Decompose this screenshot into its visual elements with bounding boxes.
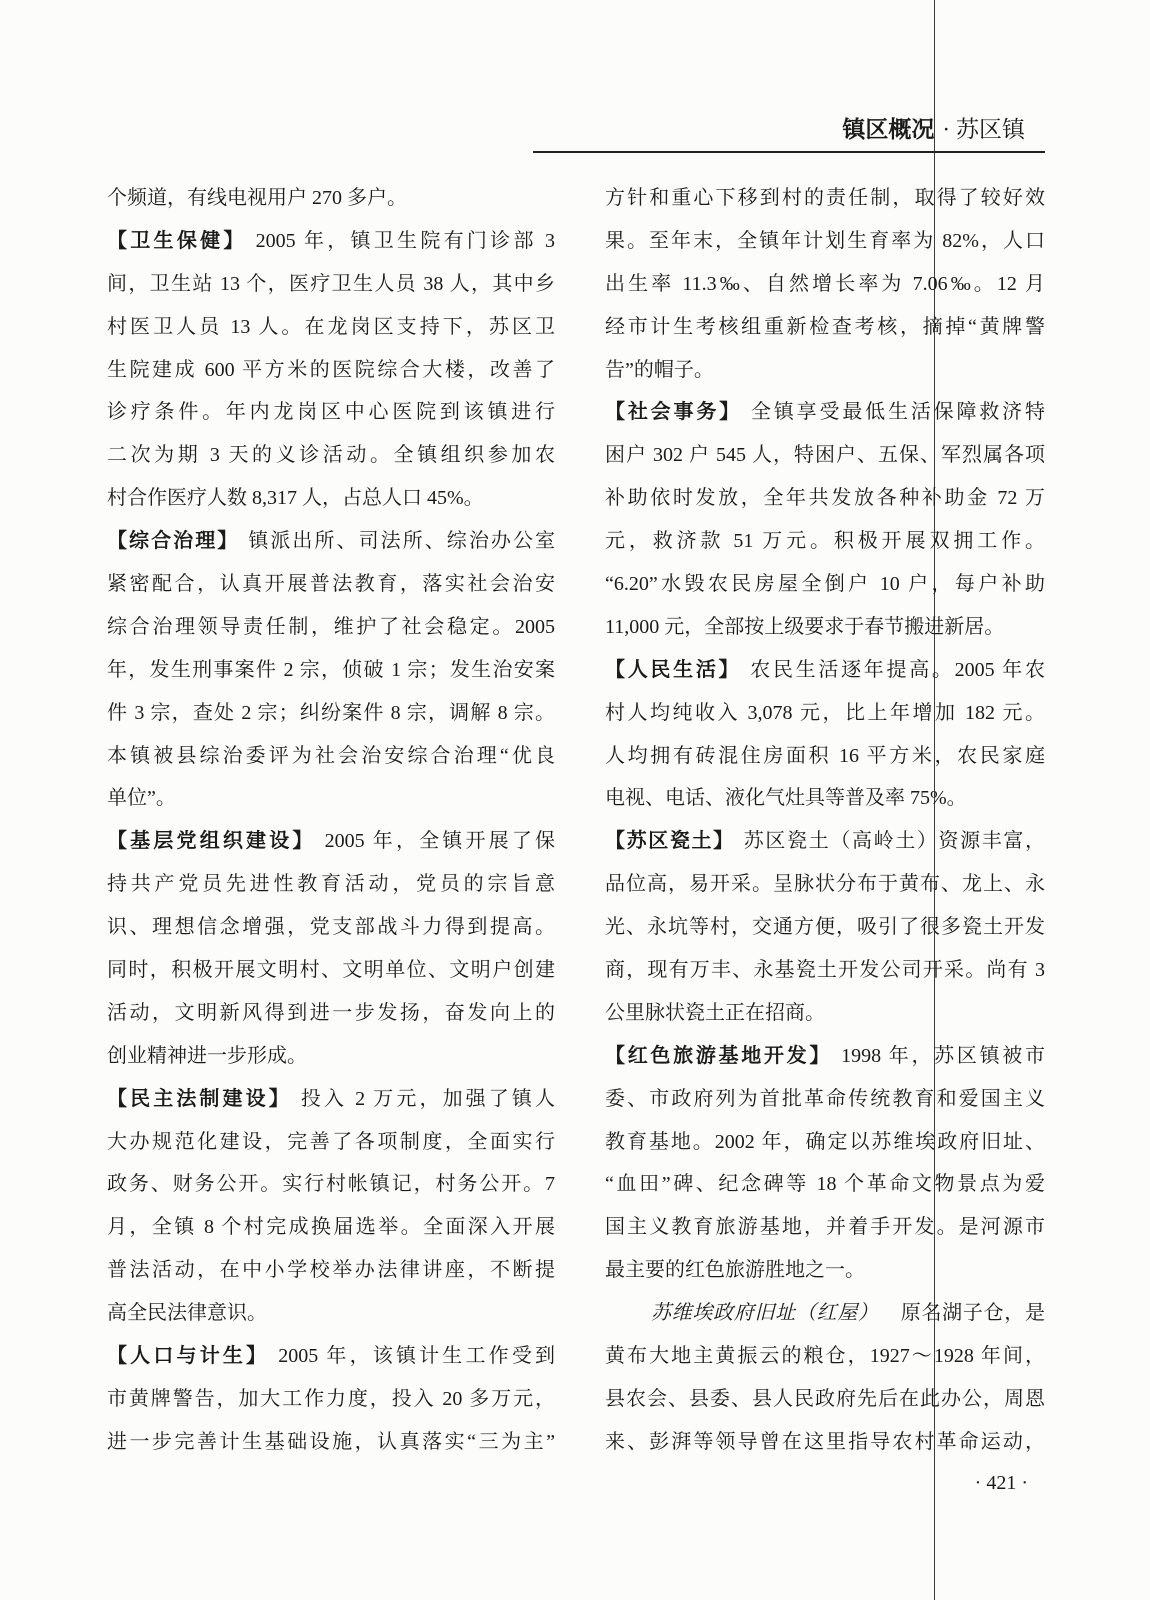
text-line: [605, 1249, 1045, 1292]
text-line: [605, 1121, 1045, 1164]
paragraph: [107, 220, 555, 520]
text-line: [107, 992, 555, 1035]
text-line: [605, 1078, 1045, 1121]
line-text: 原名湖子仓，是: [900, 1302, 1045, 1325]
line-text: 件 3 宗，查处 2 宗；纠纷案件 8 宗，调解 8 宗。: [107, 701, 555, 724]
entry-heading: 【基层党组织建设】: [107, 830, 316, 853]
paragraph: [605, 1035, 1045, 1292]
line-text: 生院建成 600 平方米的医院综合大楼，改善了: [107, 358, 555, 381]
text-line: [605, 1292, 1045, 1335]
text-line: [605, 306, 1045, 349]
text-line: [107, 1249, 555, 1292]
paragraph: [107, 820, 555, 1077]
text-line: [107, 906, 555, 949]
text-line: [605, 949, 1045, 992]
line-text: 月，全镇 8 个村完成换届选举。全面深入开展: [107, 1216, 555, 1239]
text-line: [605, 692, 1045, 735]
text-line: [107, 1206, 555, 1249]
line-text: 光、永坑等村，交通方便，吸引了很多瓷土开发: [605, 916, 1045, 939]
text-line: [107, 1078, 555, 1121]
header-separator: ·: [942, 117, 950, 142]
paragraph: [107, 1335, 555, 1464]
text-line: [107, 391, 555, 434]
text-line: [107, 1121, 555, 1164]
line-text: 单位”。: [107, 787, 176, 810]
paragraph: [107, 1078, 555, 1335]
line-text: 最主要的红色旅游胜地之一。: [605, 1259, 865, 1282]
text-line: [605, 349, 1045, 392]
text-line: [107, 306, 555, 349]
line-text: 识、理想信念增强，党支部战斗力得到提高。: [107, 916, 555, 939]
line-text: 补助依时发放，全年共发放各种补助金 72 万: [605, 487, 1045, 510]
page-number: · 421 ·: [974, 1472, 1028, 1494]
text-line: [605, 391, 1045, 434]
text-line: [605, 1206, 1045, 1249]
text-line: [605, 434, 1045, 477]
line-text: 年，发生刑事案件 2 宗，侦破 1 宗；发生治安案: [107, 658, 555, 681]
line-text: “6.20”水毁农民房屋全倒户 10 户，每户补助: [605, 573, 1045, 596]
entry-heading: 【苏区瓷土】: [605, 830, 735, 853]
line-text: 人均拥有砖混住房面积 16 平方米，农民家庭: [605, 744, 1045, 767]
text-line: [107, 477, 555, 520]
text-line: [605, 1335, 1045, 1378]
header-rule: [533, 151, 1045, 153]
line-text: 品位高，易开采。呈脉状分布于黄布、龙上、永: [605, 873, 1045, 896]
text-line: [107, 1421, 555, 1464]
line-text: 来、彭湃等领导曾在这里指导农村革命运动，: [605, 1430, 1045, 1453]
line-text: 村合作医疗人数 8,317 人，占总人口 45%。: [107, 487, 484, 510]
text-line: [605, 1163, 1045, 1206]
line-text: 告”的帽子。: [605, 358, 714, 381]
line-text: 镇派出所、司法所、综治办公室: [248, 530, 555, 553]
line-text: 大办规范化建设，完善了各项制度，全面实行: [107, 1130, 555, 1153]
running-header: [842, 114, 1025, 145]
text-line: [107, 434, 555, 477]
text-line: [605, 1035, 1045, 1078]
text-line: [107, 649, 555, 692]
line-text: 县农会、县委、县人民政府先后在此办公，周恩: [605, 1387, 1045, 1410]
line-text: 同时，积极开展文明村、文明单位、文明户创建: [107, 959, 555, 982]
entry-heading: 【民主法制建设】: [107, 1087, 292, 1110]
text-line: [605, 220, 1045, 263]
town-name: 苏区镇: [956, 117, 1025, 142]
entry-heading: 【卫生保健】: [107, 229, 247, 252]
text-line: [605, 177, 1045, 220]
paragraph: [107, 520, 555, 820]
line-text: 投入 2 万元，加强了镇人: [300, 1087, 555, 1110]
text-line: [107, 1163, 555, 1206]
line-text: 2005 年，该镇计生工作受到: [278, 1345, 555, 1368]
line-text: 个频道，有线电视用户 270 多户。: [107, 187, 407, 209]
text-line: [605, 992, 1045, 1035]
line-text: 电视、电话、液化气灶具等普及率 75%。: [605, 787, 967, 810]
paragraph: [605, 820, 1045, 1034]
text-line: [107, 1035, 555, 1078]
entry-heading: 【综合治理】: [107, 530, 240, 553]
text-line: [107, 1378, 555, 1421]
line-text: 国主义教育旅游基地，并着手开发。是河源市: [605, 1216, 1045, 1239]
line-text: 二次为期 3 天的义诊活动。全镇组织参加农: [107, 444, 555, 467]
line-text: 诊疗条件。年内龙岗区中心医院到该镇进行: [107, 401, 555, 424]
text-line: [107, 1292, 555, 1335]
text-line: [107, 349, 555, 392]
left-column: [107, 177, 555, 1464]
line-text: 2005 年，镇卫生院有门诊部 3: [255, 229, 555, 252]
paragraph: [605, 649, 1045, 821]
line-text: 出生率 11.3‰、自然增长率为 7.06‰。12 月: [605, 272, 1045, 295]
line-text: 黄布大地主黄振云的粮仓，1927～1928 年间，: [605, 1345, 1045, 1368]
line-text: 普法活动，在中小学校举办法律讲座，不断提: [107, 1259, 555, 1282]
paragraph: [605, 391, 1045, 648]
text-line: [605, 563, 1045, 606]
entry-heading: 【人口与计生】: [107, 1345, 270, 1368]
line-text: 公里脉状瓷土正在招商。: [605, 1001, 825, 1024]
line-text: 高全民法律意识。: [107, 1302, 267, 1325]
line-text: 2005 年，全镇开展了保: [324, 830, 555, 853]
line-text: 政务、财务公开。实行村帐镇记，村务公开。7: [107, 1173, 555, 1196]
line-text: 全镇享受最低生活保障救济特: [751, 401, 1045, 424]
paragraph: [605, 1292, 1045, 1464]
text-line: [605, 263, 1045, 306]
entry-subheading: 苏维埃政府旧址（红屋）: [651, 1302, 879, 1325]
line-text: 农民生活逐年提高。2005 年农: [750, 658, 1045, 681]
entry-heading: 【社会事务】: [605, 401, 742, 424]
line-text: 商，现有万丰、永基瓷土开发公司开采。尚有 3: [605, 959, 1045, 982]
line-text: 1998 年，苏区镇被市: [841, 1044, 1045, 1067]
line-text: 11,000 元，全部按上级要求于春节搬进新居。: [605, 615, 1005, 638]
text-line: [605, 906, 1045, 949]
line-text: 本镇被县综治委评为社会治安综合治理“优良: [107, 744, 555, 767]
line-text: 教育基地。2002 年，确定以苏维埃政府旧址、: [605, 1130, 1045, 1153]
text-line: [605, 606, 1045, 649]
paragraph: [107, 177, 555, 220]
line-text: 困户 302 户 545 人，特困户、五保、军烈属各项: [605, 444, 1045, 467]
text-line: [107, 735, 555, 778]
line-text: 村人均纯收入 3,078 元，比上年增加 182 元。: [605, 701, 1045, 724]
line-text: 果。至年末，全镇年计划生育率为 82%，人口: [605, 229, 1045, 252]
text-line: [107, 820, 555, 863]
text-line: [605, 477, 1045, 520]
text-line: [107, 177, 555, 220]
line-text: 经市计生考核组重新检查考核，摘掉“黄牌警: [605, 315, 1045, 338]
line-text: 活动，文明新风得到进一步发扬，奋发向上的: [107, 1001, 555, 1024]
text-line: [605, 520, 1045, 563]
line-text: 进一步完善计生基础设施，认真落实“三为主”: [107, 1430, 555, 1453]
text-line: [107, 606, 555, 649]
line-text: 方针和重心下移到村的责任制，取得了较好效: [605, 187, 1045, 209]
right-column: [605, 177, 1045, 1464]
text-line: [107, 563, 555, 606]
text-line: [605, 777, 1045, 820]
text-line: [605, 649, 1045, 692]
line-text: 市黄牌警告，加大工作力度，投入 20 多万元，: [107, 1387, 555, 1410]
text-line: [605, 863, 1045, 906]
text-line: [605, 820, 1045, 863]
line-text: 持共产党员先进性教育活动，党员的宗旨意: [107, 873, 555, 896]
line-text: 创业精神进一步形成。: [107, 1044, 307, 1067]
line-text: “血田”碑、纪念碑等 18 个革命文物景点为爱: [605, 1173, 1045, 1196]
text-line: [107, 1335, 555, 1378]
entry-heading: 【红色旅游基地开发】: [605, 1044, 833, 1067]
text-line: [107, 692, 555, 735]
line-text: 综合治理领导责任制，维护了社会稳定。2005: [107, 615, 555, 638]
text-line: [107, 949, 555, 992]
section-title: 镇区概况: [842, 116, 935, 142]
text-line: [107, 263, 555, 306]
paragraph: [605, 177, 1045, 391]
line-text: 苏区瓷土（高岭土）资源丰富，: [743, 830, 1045, 853]
text-line: [107, 520, 555, 563]
line-text: 村医卫人员 13 人。在龙岗区支持下，苏区卫: [107, 315, 555, 338]
text-line: [107, 220, 555, 263]
text-line: [605, 735, 1045, 778]
text-line: [107, 777, 555, 820]
text-line: [107, 863, 555, 906]
line-text: 委、市政府列为首批革命传统教育和爱国主义: [605, 1087, 1045, 1110]
entry-heading: 【人民生活】: [605, 658, 742, 681]
text-line: [605, 1421, 1045, 1464]
line-text: 间，卫生站 13 个，医疗卫生人员 38 人，其中乡: [107, 272, 555, 295]
line-text: 紧密配合，认真开展普法教育，落实社会治安: [107, 573, 555, 596]
text-line: [605, 1378, 1045, 1421]
line-text: 元，救济款 51 万元。积极开展双拥工作。: [605, 530, 1045, 553]
